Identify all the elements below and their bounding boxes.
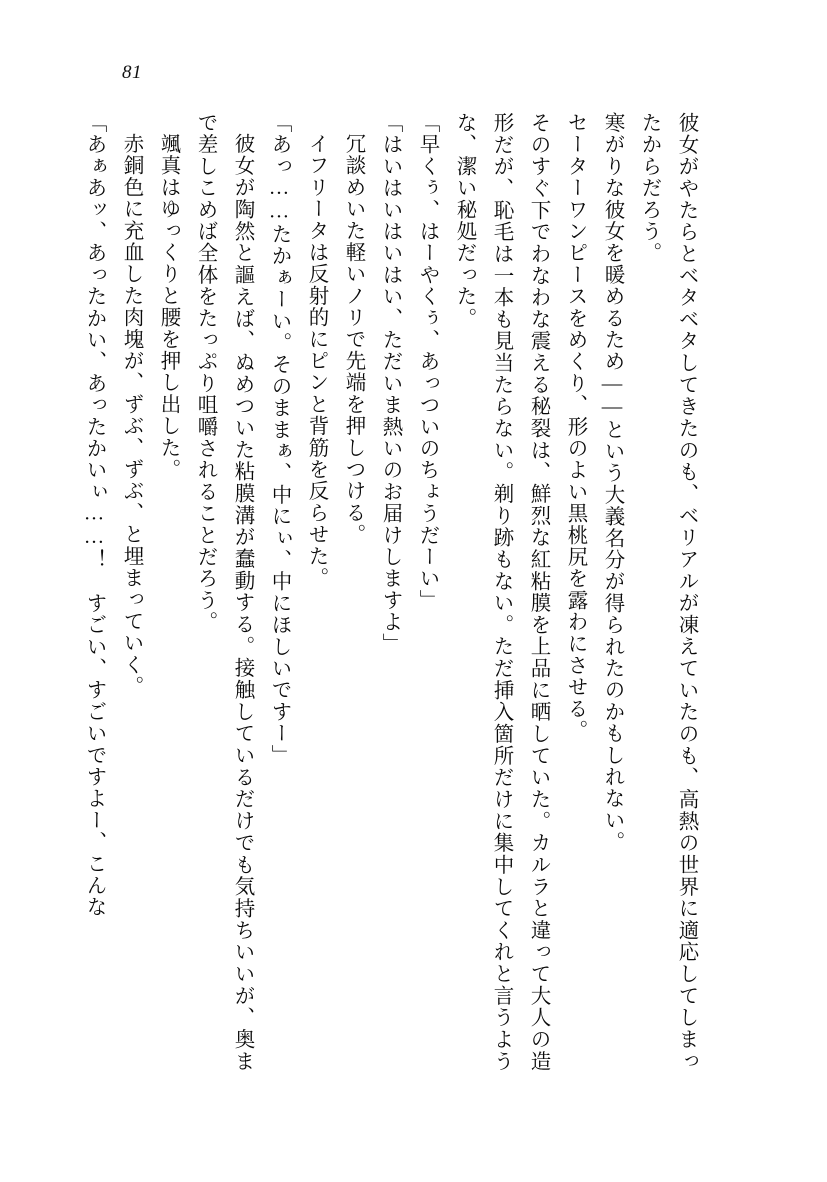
paragraph: 彼女がやたらとベタベタしてきたのも、ベリアルが凍えていたのも、高熱の世界に適応してしまったからだろう。 [638, 112, 697, 1072]
paragraph: 「早くぅ、はーやくぅ、あっついのちょうだーい」 [416, 112, 438, 612]
paragraph: セーターワンピースをめくり、形のよい黒桃尻を露わにさせる。 [564, 112, 586, 742]
paragraph: 冗談めいた軽いノリで先端を押しつける。 [342, 133, 364, 546]
paragraph: 赤銅色に充血した肉塊が、ずぶ、ずぶ、と埋まっていく。 [120, 133, 142, 698]
paragraph: 寒がりな彼女を暖めるため——という大義名分が得られたのかもしれない。 [601, 112, 623, 853]
paragraph: 「はいはいはいはい、ただいま熱いのお届けしますよ」 [379, 112, 401, 655]
paragraph: イフリータは反射的にピンと背筋を反らせた。 [305, 133, 327, 589]
page-text-body [83, 112, 704, 1072]
paragraph: そのすぐ下でわなわな震える秘裂は、鮮烈な紅粘膜を上品に晒していた。カルラと違って大人の造形だが、恥毛は一本も見当たらない。剃り跡もない。ただ挿入箇所だけに集中してくれと言うような、潔い秘処だった。 [453, 112, 549, 1072]
paragraph: 「あっ……たかぁーい。そのままぁ、中にぃ、中にほしいですー」 [268, 112, 290, 766]
paragraph: 颯真はゆっくりと腰を押し出した。 [157, 133, 179, 481]
paragraph: 「あぁあッ、あったかい、あったかいぃ……！ すごい、すごいですよー、こんな [83, 112, 105, 918]
paragraph: 彼女が陶然と謳えば、ぬめついた粘膜溝が蠢動する。接触しているだけでも気持ちいいが、奥まで差しこめば全体をたっぷり咀嚼されることだろう。 [194, 112, 253, 1072]
page-number: 81 [122, 62, 142, 83]
